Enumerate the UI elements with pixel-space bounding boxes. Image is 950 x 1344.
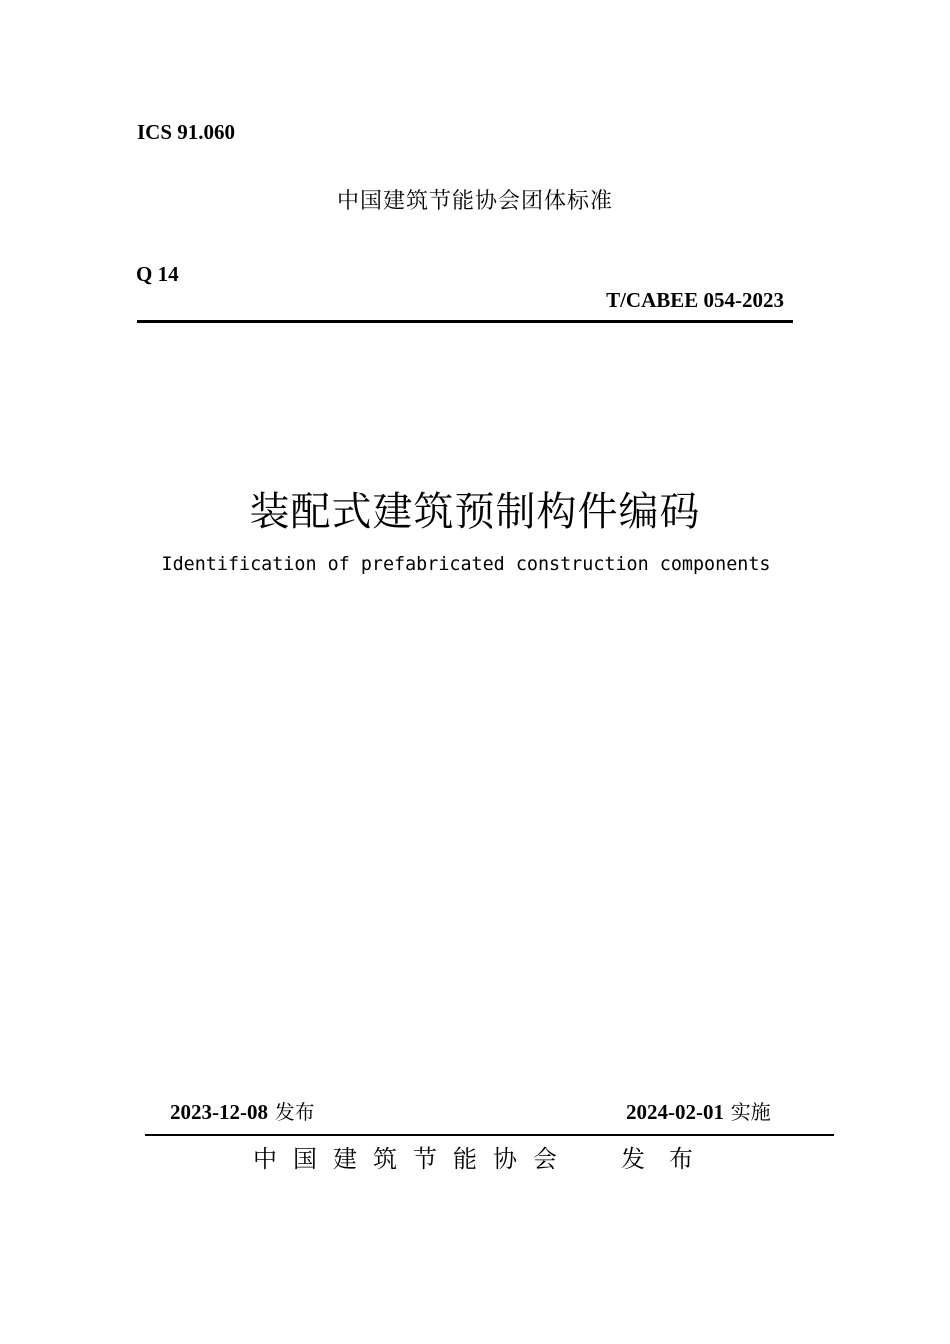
footer-divider: [145, 1134, 834, 1136]
header-divider: [137, 320, 793, 323]
publisher-name: 中国建筑节能协会: [253, 1145, 573, 1173]
effective-date-line: [626, 1096, 771, 1125]
standard-category: 中国建筑节能协会团体标准: [336, 189, 613, 214]
document-title-english: Identification of prefabricated construction components: [161, 554, 771, 575]
publish-date: 2023-12-08: [170, 1100, 268, 1124]
effective-date: 2024-02-01: [626, 1100, 724, 1124]
standard-number: T/CABEE 054-2023: [606, 288, 784, 312]
publish-word: 发布: [621, 1145, 717, 1173]
document-title-chinese: 装配式建筑预制构件编码: [249, 489, 701, 535]
publish-date-line: [170, 1096, 315, 1125]
effective-label: 实施: [730, 1100, 771, 1124]
publish-label: 发布: [274, 1100, 315, 1124]
ccs-code: Q 14: [136, 262, 179, 286]
ics-code: ICS 91.060: [137, 120, 236, 144]
